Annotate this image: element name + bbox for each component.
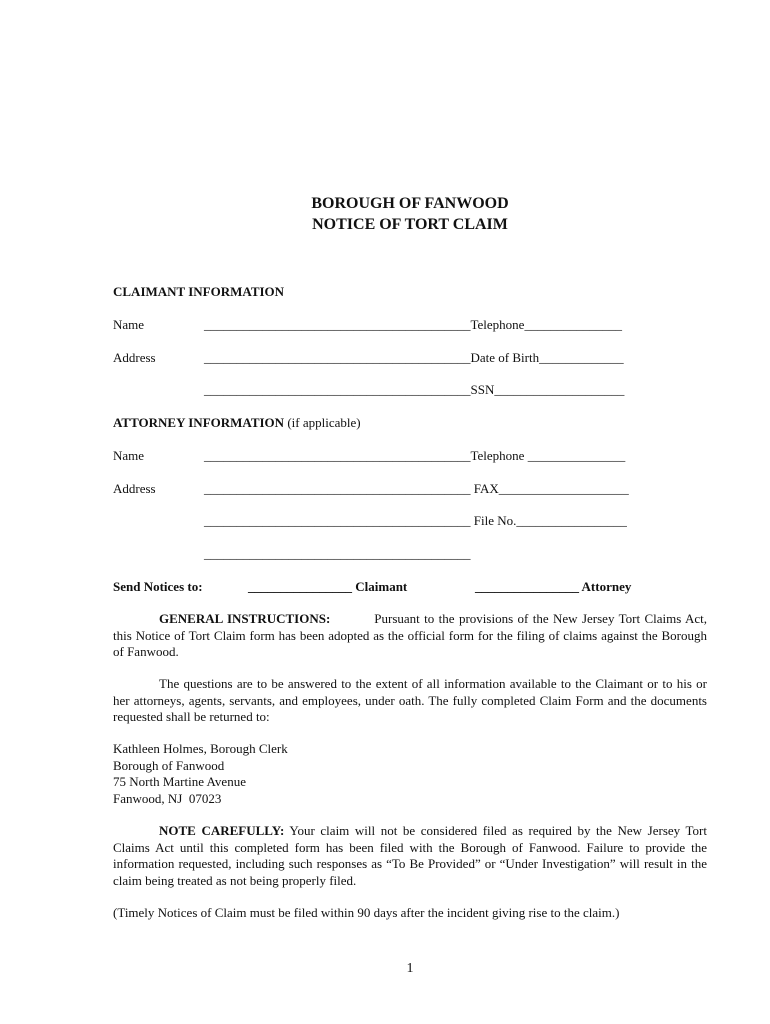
general-instructions-text: Pursuant to the provisions of the New Jersey Tort Claims Act, this Notice of Tort Claim form has been adopted as the official form for the filing of claims against the Borough of Fanwood. [113, 611, 708, 659]
claimant-heading: CLAIMANT INFORMATION [113, 284, 285, 299]
claimant-address-label: Address [113, 350, 156, 365]
clerk-address-line2: Borough of Fanwood [113, 757, 225, 773]
attorney-file-no-line: _________________________________________ File No._________________ [204, 513, 627, 528]
clerk-address-block [113, 741, 288, 807]
page-number: 1 [406, 961, 414, 976]
questions-text: The questions are to be answered to the extent of all information available to the Claimant or to his or her attorneys, agents, servants, and employees, under oath. The fully completed Claim Form and the documents requested shall be returned to: [113, 676, 707, 724]
general-instructions-paragraph [113, 611, 707, 661]
timely-notice-text: (Timely Notices of Claim must be filed within 90 days after the incident giving rise to the claim.) [113, 905, 620, 920]
attorney-heading: ATTORNEY INFORMATION [113, 415, 285, 430]
send-notices-label: Send Notices to: [113, 579, 203, 594]
attorney-extra-line: _________________________________________ [204, 546, 471, 561]
attorney-address-fax-line: _________________________________________ FAX____________________ [204, 481, 629, 496]
note-carefully-heading: NOTE CAREFULLY: [159, 823, 285, 838]
attorney-heading-note: (if applicable) [284, 415, 361, 430]
general-instructions-heading: GENERAL INSTRUCTIONS: [159, 611, 331, 626]
document-title-line2: NOTICE OF TORT CLAIM [312, 216, 508, 233]
note-carefully-text: Your claim will not be considered filed as required by the New Jersey Tort Claims Act until this completed form has been filed with the Borough of Fanwood. Failure to provide the information requested, including such responses as “To Be Provided” or “Under Investigation” will result in the claim being treated as not being properly filed. [113, 823, 707, 888]
clerk-address-line3: 75 North Martine Avenue [113, 774, 246, 789]
claimant-address-dob-line: _________________________________________Date of Birth_____________ [204, 350, 624, 365]
clerk-address-line1: Kathleen Holmes, Borough Clerk [113, 741, 288, 756]
send-notices-attorney: ________________ Attorney [475, 579, 632, 594]
note-carefully-paragraph [113, 823, 707, 889]
claimant-ssn-line: _________________________________________SSN____________________ [204, 382, 625, 397]
attorney-name-telephone-line: _________________________________________Telephone _______________ [204, 448, 626, 463]
claimant-name-label: Name [113, 317, 145, 332]
questions-paragraph [113, 676, 707, 726]
document-title-line1: BOROUGH OF FANWOOD [311, 195, 509, 212]
clerk-address-line4: Fanwood, NJ 07023 [113, 790, 222, 806]
attorney-name-label: Name [113, 448, 145, 463]
claimant-name-telephone-line: _________________________________________Telephone_______________ [204, 317, 622, 332]
attorney-address-label: Address [113, 481, 156, 496]
attorney-heading-row [113, 415, 361, 431]
send-notices-claimant: ________________ Claimant [248, 579, 408, 594]
